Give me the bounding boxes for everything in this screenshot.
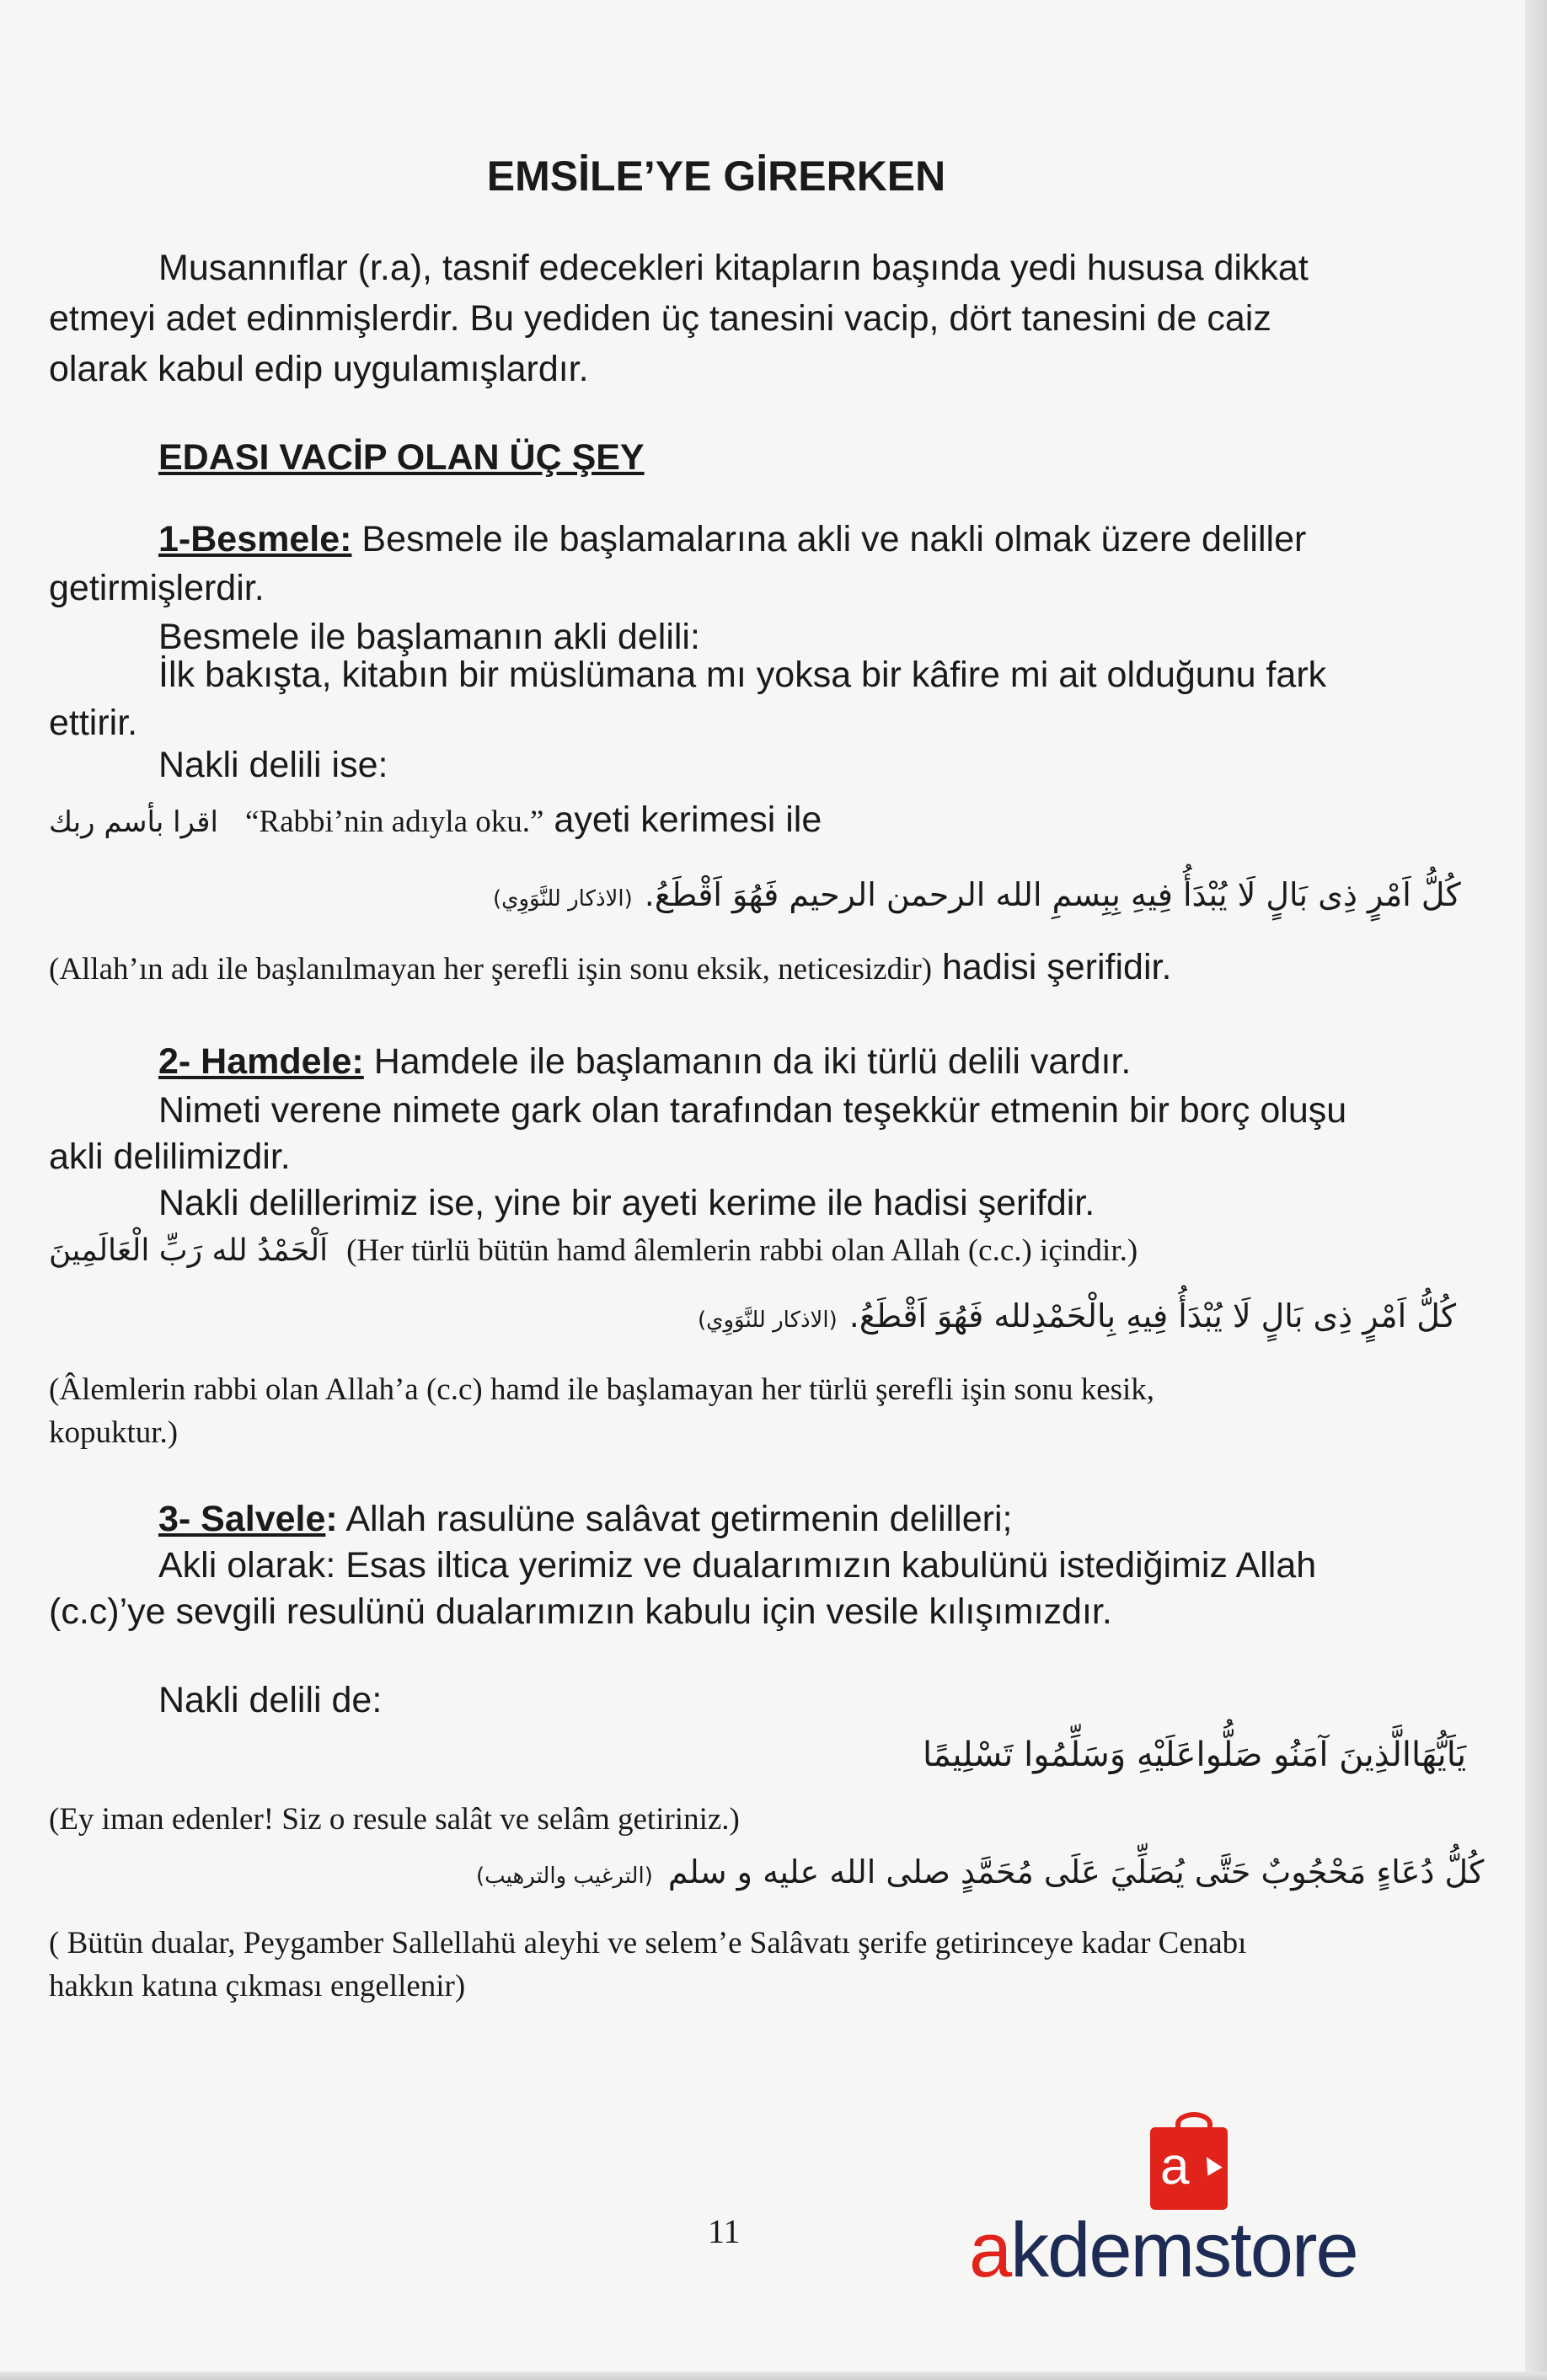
- section-heading: EDASI VACİP OLAN ÜÇ ŞEY: [158, 437, 645, 478]
- hamdele-hadith-arabic: كُلُّ اَمْرٍ ذِى بَالٍ لَا يُبْدَأُ فِيهِ بِالْحَمْدِلله فَهُوَ اَقْطَعُ.: [848, 1297, 1457, 1334]
- salvele-line-1: [158, 1495, 1012, 1543]
- salvele-line-1-text: Allah rasulüne salâvat getirmenin delilleri;: [337, 1499, 1013, 1539]
- intro-line-3: olarak kabul edip uygulamışlardır.: [49, 349, 589, 389]
- besmele-line-4: İlk bakışta, kitabın bir müslümana mı yoksa bir kâfire mi ait olduğunu fark: [158, 655, 1327, 695]
- hamdele-ayah-translation: (Her türlü bütün hamd âlemlerin rabbi olan Allah (c.c.) içindir.): [346, 1233, 1138, 1268]
- hamdele-heading: 2- Hamdele:: [158, 1041, 364, 1082]
- gift-box-icon: [1150, 2127, 1228, 2210]
- page-bottom-edge: [0, 2372, 1547, 2380]
- salvele-hadith-row: [476, 1853, 1484, 1891]
- hamdele-line-1: [158, 1038, 1131, 1085]
- besmele-ayah-translation: “Rabbi’nin adıyla oku.”: [245, 805, 544, 839]
- hamdele-hadith-translation-1: (Âlemlerin rabbi olan Allah’a (c.c) hamd ile başlamayan her türlü şerefli işin sonu kesik,: [49, 1372, 1155, 1407]
- hamdele-hadith-translation-2: kopuktur.): [49, 1415, 179, 1450]
- akdemstore-logo: [969, 2127, 1407, 2296]
- salvele-ayah-arabic: يَاَيُّهَاالَّذِينَ آمَنُو صَلُّواعَلَيْهِ وَسَلِّمُوا تَسْلِيمًا: [923, 1736, 1467, 1774]
- besmele-ayah-suffix: ayeti kerimesi ile: [543, 800, 822, 840]
- intro-line-1: Musannıflar (r.a), tasnif edecekleri kitapların başında yedi hususa dikkat: [158, 248, 1309, 288]
- besmele-line-2: getirmişlerdir.: [49, 568, 265, 608]
- hamdele-hadith-source: (الاذكار للنَّوَوِي): [698, 1308, 838, 1333]
- logo-wordmark-rest: kdemstore: [1010, 2207, 1357, 2293]
- hamdele-line-2: Nimeti verene nimete gark olan tarafından teşekkür etmenin bir borç oluşu: [158, 1090, 1347, 1131]
- cursor-icon: [1199, 2153, 1222, 2175]
- gift-bow-icon: [1175, 2112, 1212, 2136]
- hamdele-line-1-text: Hamdele ile başlamanın da iki türlü delili vardır.: [363, 1041, 1132, 1082]
- besmele-ayah-arabic: اقرا بأسم ربك: [49, 805, 218, 839]
- besmele-line-1-text: Besmele ile başlamalarına akli ve nakli olmak üzere deliller: [351, 519, 1307, 559]
- hamdele-hadith-row: [698, 1297, 1456, 1334]
- besmele-hadith-translation: (Allah’ın adı ile başlanılmayan her şerefli işin sonu eksik, neticesizdir): [49, 952, 933, 987]
- logo-icon-letter: a: [1160, 2137, 1190, 2195]
- salvele-hadith-translation-2: hakkın katına çıkması engellenir): [49, 1969, 466, 2003]
- logo-wordmark: [969, 2208, 1357, 2292]
- besmele-hadith-source: (الاذكار للنَّوَوِي): [493, 886, 633, 912]
- besmele-ayah-row: [49, 796, 822, 843]
- page-edge-shadow: [1525, 0, 1547, 2380]
- besmele-line-5: ettirir.: [49, 703, 138, 743]
- hamdele-line-4: Nakli delillerimiz ise, yine bir ayeti kerime ile hadisi şerifdir.: [158, 1183, 1095, 1223]
- salvele-line-4: Nakli delili de:: [158, 1680, 383, 1720]
- salvele-heading-colon: :: [325, 1499, 338, 1539]
- besmele-hadith-suffix: hadisi şerifidir.: [932, 947, 1172, 987]
- salvele-hadith-arabic: كُلُّ دُعَاءٍ مَحْجُوبٌ حَتَّى يُصَلِّيَ عَلَى مُحَمَّدٍ صلى الله عليه و سلم: [667, 1853, 1485, 1891]
- besmele-heading: 1-Besmele:: [158, 519, 352, 559]
- salvele-hadith-translation-1: ( Bütün dualar, Peygamber Sallellahü aleyhi ve selem’e Salâvatı şerife getirinceye kadar Cenabı: [49, 1926, 1247, 1960]
- page-title: EMSİLE’YE GİRERKEN: [486, 152, 946, 200]
- besmele-hadith-row: [493, 876, 1461, 913]
- besmele-hadith-translation-row: [49, 944, 1171, 991]
- besmele-line-6: Nakli delili ise:: [158, 745, 388, 785]
- besmele-hadith-arabic: كُلُّ اَمْرٍ ذِى بَالٍ لَا يُبْدَأُ فِيهِ بِبِسمِ الله الرحمن الرحيم فَهُوَ اَقْطَعُ.: [644, 876, 1461, 913]
- besmele-line-3: Besmele ile başlamanın akli delili:: [158, 617, 700, 657]
- salvele-line-3: (c.c)’ye sevgili resulünü dualarımızın kabulu için vesile kılışımızdır.: [49, 1591, 1112, 1632]
- salvele-hadith-source: (الترغيب والترهيب): [476, 1864, 653, 1889]
- page-number: 11: [708, 2212, 741, 2250]
- intro-line-2: etmeyi adet edinmişlerdir. Bu yediden üç tanesini vacip, dört tanesini de caiz: [49, 298, 1271, 339]
- salvele-line-2: Akli olarak: Esas iltica yerimiz ve dualarımızın kabulünü istediğimiz Allah: [158, 1545, 1317, 1586]
- salvele-ayah-translation: (Ey iman edenler! Siz o resule salât ve selâm getiriniz.): [49, 1802, 740, 1837]
- besmele-line-1: [158, 516, 1306, 563]
- hamdele-line-3: akli delilimizdir.: [49, 1137, 291, 1177]
- hamdele-ayah-row: [49, 1230, 1138, 1272]
- hamdele-ayah-arabic: اَلْحَمْدُ لله رَبِّ الْعَالَمِينَ: [49, 1233, 329, 1268]
- salvele-heading: 3- Salvele: [158, 1499, 326, 1539]
- logo-wordmark-accent: a: [969, 2207, 1011, 2293]
